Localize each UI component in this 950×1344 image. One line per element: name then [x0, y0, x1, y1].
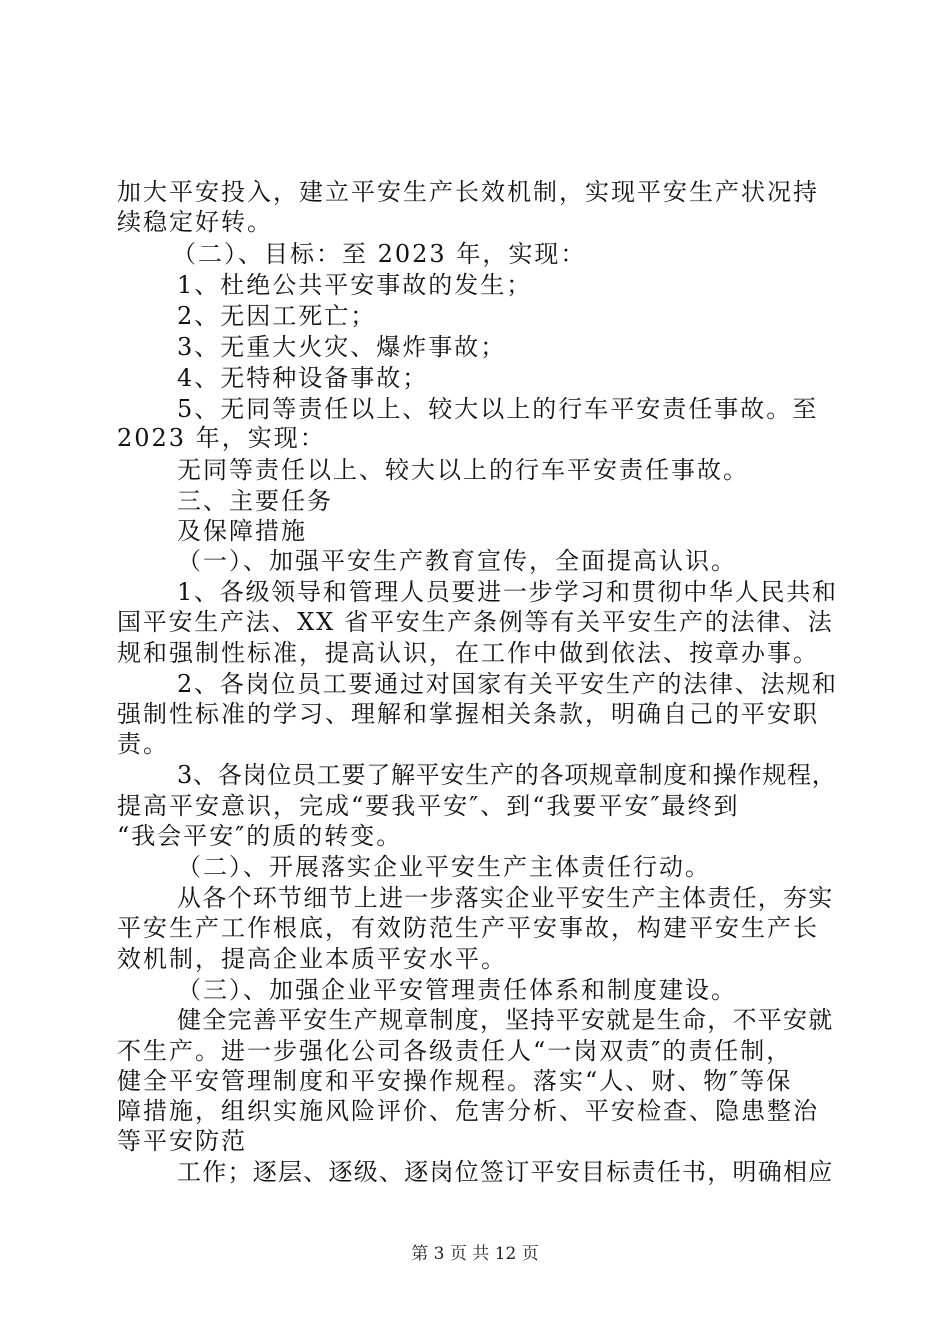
- text-line: 2023 年，实现：: [117, 424, 326, 452]
- text-line: 4、无特种设备事故；: [177, 364, 429, 392]
- text-line: 规和强制性标准，提高认识，在工作中做到依法、按章办事。: [117, 639, 819, 667]
- text-line: 加大平安投入，建立平安生产长效机制，实现平安生产状况持: [117, 178, 819, 206]
- text-line: 三、主要任务: [177, 487, 333, 515]
- text-line: 5、无同等责任以上、较大以上的行车平安责任事故。至: [177, 395, 819, 423]
- text-line: 3、各岗位员工要了解平安生产的各项规章制度和操作规程，: [177, 761, 837, 789]
- text-line: 提高平安意识，完成“要我平安″、到“我要平安″最终到: [117, 792, 740, 820]
- text-line: “我会平安″的质的转变。: [117, 822, 403, 850]
- text-line: 健全平安管理制度和平安操作规程。落实“人、财、物″等保: [117, 1067, 793, 1095]
- text-line: 责。: [117, 730, 169, 758]
- text-line: 从各个环节细节上进一步落实企业平安生产主体责任，夯实: [177, 884, 834, 912]
- text-line: （二）、开展落实企业平安生产主体责任行动。: [177, 853, 711, 881]
- text-line: 国平安生产法、XX 省平安生产条例等有关平安生产的法律、法: [117, 608, 834, 636]
- text-line: 1、杜绝公共平安事故的发生；: [177, 271, 533, 299]
- text-line: 平安生产工作根底，有效防范生产平安事故，构建平安生产长: [117, 914, 819, 942]
- text-line: 效机制，提高企业本质平安水平。: [117, 945, 507, 973]
- text-line: 1、各级领导和管理人员要进一步学习和贯彻中华人民共和: [177, 578, 838, 606]
- text-line: 强制性标准的学习、理解和掌握相关条款，明确自己的平安职: [117, 700, 819, 728]
- text-line: 3、无重大火灾、爆炸事故；: [177, 333, 507, 361]
- text-line: 无同等责任以上、较大以上的行车平安责任事故。: [177, 456, 749, 484]
- text-line: 不生产。进一步强化公司各级责任人“一岗双责″的责任制，: [117, 1037, 793, 1065]
- text-line: 等平安防范: [117, 1127, 247, 1155]
- text-line: （一）、加强平安生产教育宣传，全面提高认识。: [177, 547, 737, 575]
- text-line: 健全完善平安生产规章制度，坚持平安就是生命，不平安就: [177, 1006, 834, 1034]
- text-line: （三）、加强企业平安管理责任体系和制度建设。: [177, 976, 737, 1004]
- text-line: 障措施，组织实施风险评价、危害分析、平安检查、隐患整治: [117, 1097, 819, 1125]
- text-line: 2、无因工死亡；: [177, 302, 377, 330]
- text-line: 及保障措施: [177, 517, 307, 545]
- text-line: 续稳定好转。: [117, 208, 273, 236]
- text-line: 工作；逐层、逐级、逐岗位签订平安目标责任书，明确相应: [177, 1158, 834, 1186]
- page-number-footer: 第 3 页 共 12 页: [411, 1244, 539, 1264]
- text-line: 2、各岗位员工要通过对国家有关平安生产的法律、法规和: [177, 670, 838, 698]
- text-line: （二）、目标：至 2023 年，实现：: [172, 240, 587, 268]
